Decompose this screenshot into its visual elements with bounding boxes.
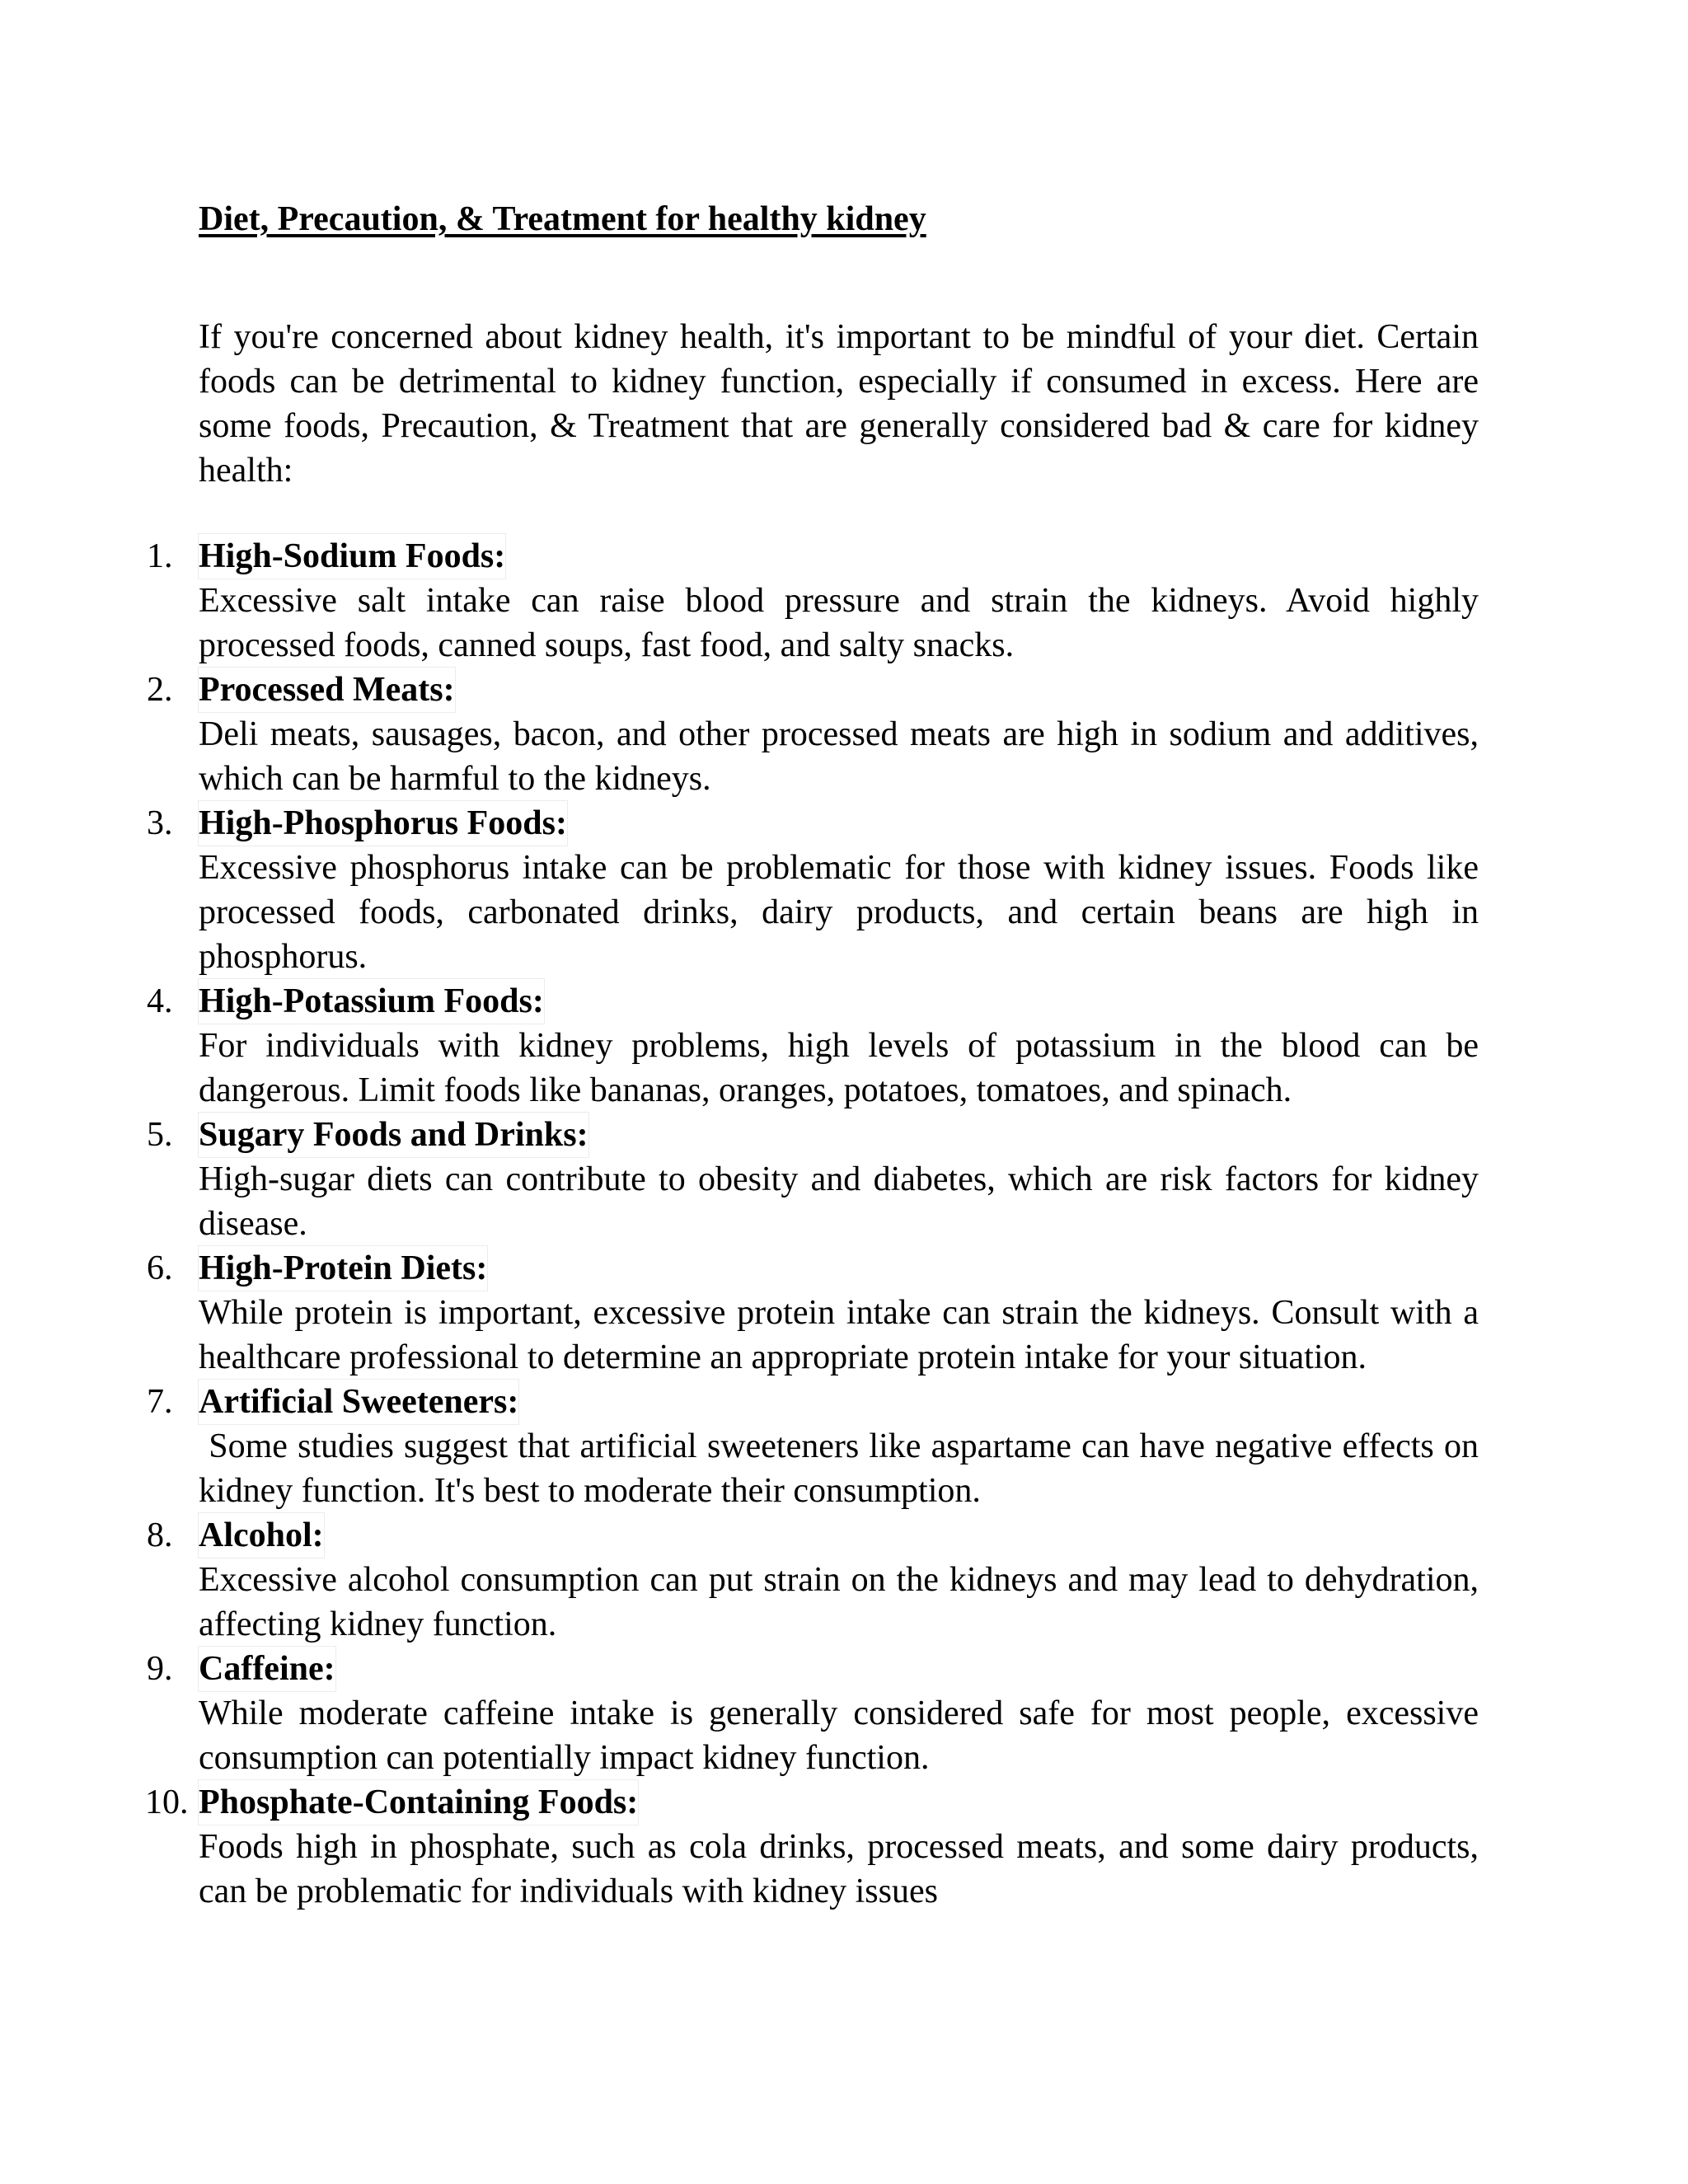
list-heading: Phosphate-Containing Foods: — [199, 1780, 638, 1825]
list-number: 7. — [147, 1383, 173, 1421]
list-item — [0, 801, 1479, 979]
list-number: 5. — [147, 1116, 173, 1154]
list-item — [0, 1246, 1479, 1380]
list-description: For individuals with kidney problems, high levels of potassium in the blood can be dangerous. Limit foods like bananas, oranges, potatoes, tomatoes, and spinach. — [199, 1027, 1479, 1109]
list-number: 8. — [147, 1516, 173, 1554]
list-description: Foods high in phosphate, such as cola drinks, processed meats, and some dairy products, can be problematic for individuals with kidney issues — [199, 1828, 1479, 1910]
list-item — [0, 1513, 1479, 1647]
list-heading: High-Protein Diets: — [199, 1246, 487, 1291]
list-description: While moderate caffeine intake is generally considered safe for most people, excessive consumption can potentially impact kidney function. — [199, 1694, 1479, 1777]
list-heading: Processed Meats: — [199, 668, 455, 712]
list-heading: High-Potassium Foods: — [199, 979, 544, 1024]
list-item — [0, 1380, 1488, 1513]
list-item — [0, 534, 1479, 668]
food-list — [0, 534, 1488, 1914]
list-item — [0, 1113, 1479, 1246]
list-number: 3. — [147, 804, 173, 842]
list-number: 6. — [147, 1249, 173, 1287]
list-description: High-sugar diets can contribute to obesity and diabetes, which are risk factors for kidney disease. — [199, 1160, 1479, 1243]
list-description: While protein is important, excessive protein intake can strain the kidneys. Consult with a healthcare professional to determine an appropriate protein intake for your situation. — [199, 1294, 1479, 1376]
list-item — [0, 1780, 1479, 1914]
list-description: Excessive phosphorus intake can be problematic for those with kidney issues. Foods like processed foods, carbonated drinks, dairy products, and certain beans are high in phosphorus. — [199, 849, 1479, 976]
list-number: 2. — [147, 671, 173, 709]
list-item — [0, 668, 1479, 801]
intro-paragraph: If you're concerned about kidney health, it's important to be mindful of your diet. Certain foods can be detrimental to kidney function, especially if consumed in excess. Here are some foods, Precaution, & Treatment that are generally considered bad & care for kidney health: — [199, 318, 1479, 490]
document-title: Diet, Precaution, & Treatment for healthy kidney — [199, 200, 926, 238]
list-item — [0, 1647, 1479, 1780]
list-description: Some studies suggest that artificial sweeteners like aspartame can have negative effects on kidney function. It's best to moderate their consumption. — [199, 1427, 1488, 1510]
list-item — [0, 979, 1479, 1113]
list-heading: Sugary Foods and Drinks: — [199, 1113, 588, 1157]
list-description: Excessive alcohol consumption can put strain on the kidneys and may lead to dehydration, affecting kidney function. — [199, 1561, 1479, 1643]
list-number: 1. — [147, 537, 173, 575]
list-heading: High-Phosphorus Foods: — [199, 801, 567, 846]
list-heading: High-Sodium Foods: — [199, 534, 505, 579]
list-number: 10. — [145, 1783, 189, 1821]
list-description: Excessive salt intake can raise blood pressure and strain the kidneys. Avoid highly processed foods, canned soups, fast food, and salty snacks. — [199, 582, 1479, 664]
list-description: Deli meats, sausages, bacon, and other processed meats are high in sodium and additives, which can be harmful to the kidneys. — [199, 715, 1479, 798]
list-heading: Alcohol: — [199, 1513, 324, 1558]
list-number: 4. — [147, 982, 173, 1020]
list-heading: Caffeine: — [199, 1647, 335, 1691]
list-number: 9. — [147, 1650, 173, 1688]
list-heading: Artificial Sweeteners: — [199, 1380, 518, 1424]
